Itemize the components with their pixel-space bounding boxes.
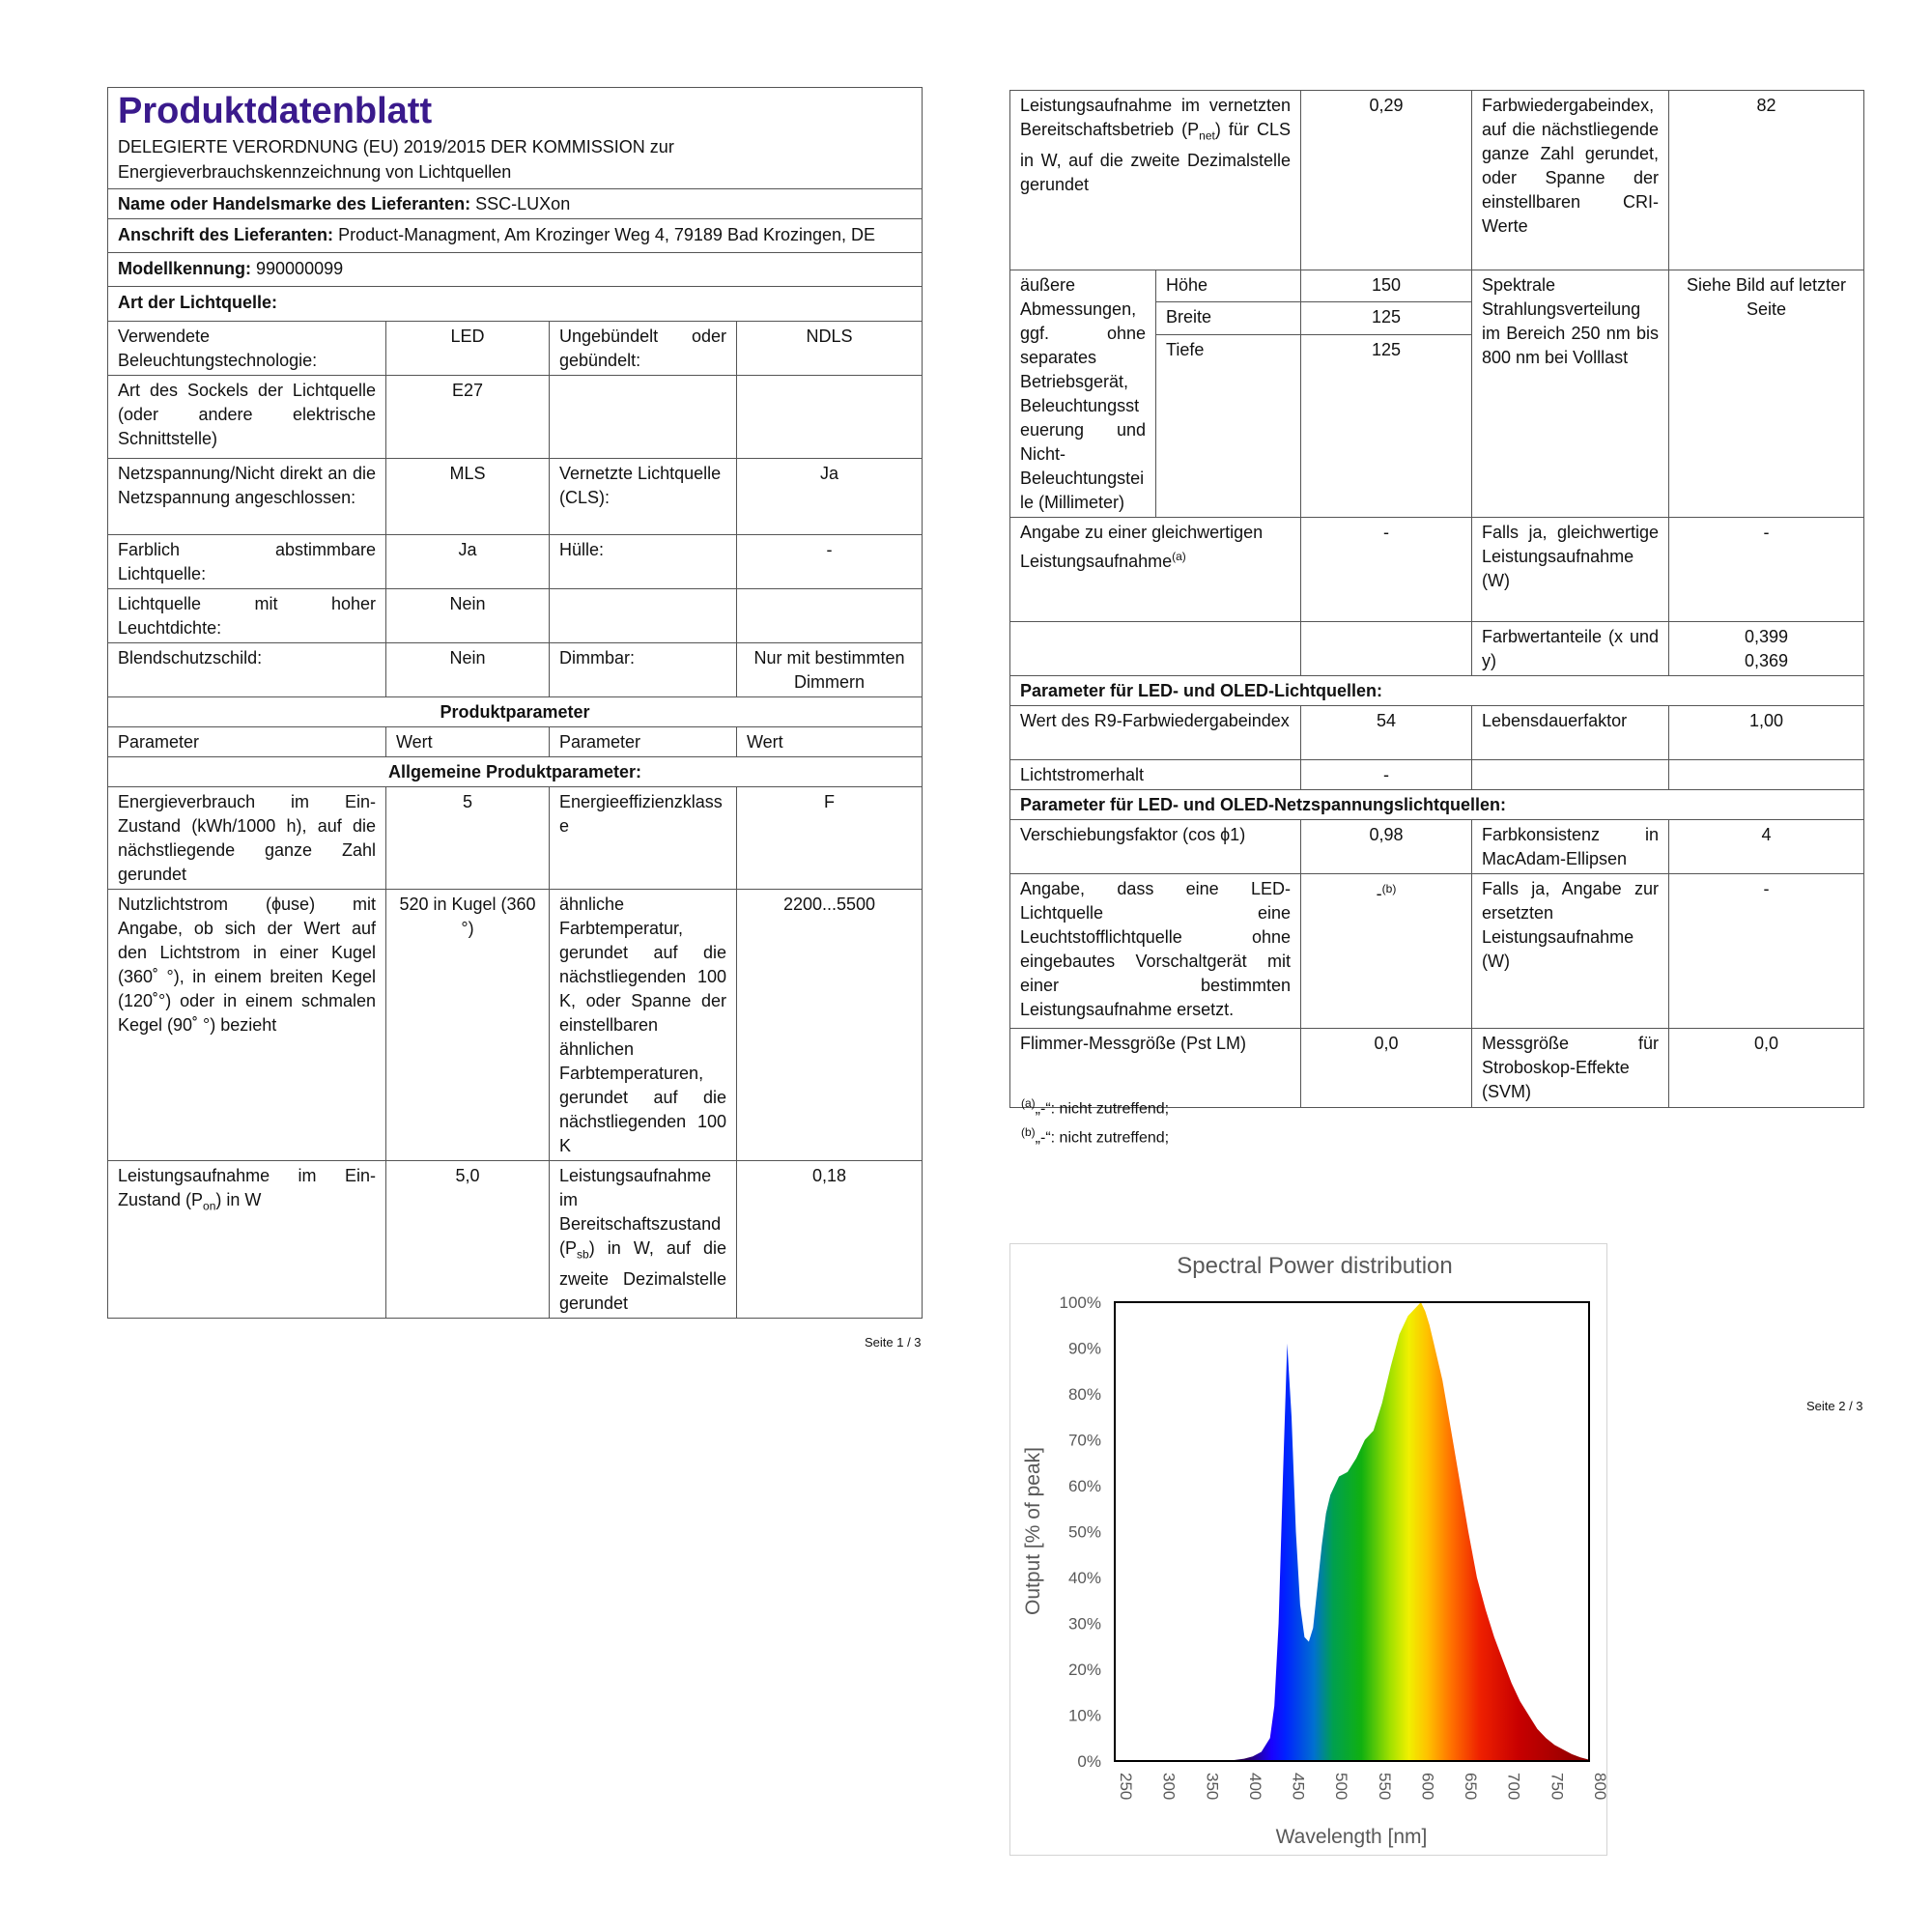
row6-value2: Nur mit bestimmten Dimmern xyxy=(737,643,923,697)
supplier-label: Name oder Handelsmarke des Lieferanten: xyxy=(118,194,471,213)
height-label: Höhe xyxy=(1156,270,1301,302)
row5-value1: Nein xyxy=(386,589,550,643)
address-row xyxy=(108,219,923,253)
datasheet-page-2 xyxy=(1009,90,1863,1108)
spectral-distribution-label: Spektrale Strahlungsverteilung im Bereich 250 nm bis 800 nm bei Volllast xyxy=(1472,270,1669,518)
mains-led-params-heading: Parameter für LED- und OLED-Netzspannungslichtquellen: xyxy=(1010,790,1864,820)
spectral-power-chart xyxy=(1009,1243,1607,1856)
row1-value1: LED xyxy=(386,322,550,376)
datasheet-page-1 xyxy=(107,87,922,1319)
displacement-factor-label: Verschiebungsfaktor (cos ϕ1) xyxy=(1010,820,1301,874)
luminous-flux-value: 520 in Kugel (360 °) xyxy=(386,890,550,1161)
color-temperature-label: ähnliche Farbtemperatur, gerundet auf die nächstliegenden 100 K, oder Spanne der einstellbaren ähnlichen Farbtemperaturen, gerundet auf die nächstliegenden 100 K xyxy=(550,890,737,1161)
row6-value1: Nein xyxy=(386,643,550,697)
y-tick-label: 10% xyxy=(1067,1706,1101,1725)
row1-param2: Ungebündelt oder gebündelt: xyxy=(550,322,737,376)
row3-value1: MLS xyxy=(386,459,550,535)
x-tick-label: 800 xyxy=(1591,1773,1609,1801)
regulation-text: DELEGIERTE VERORDNUNG (EU) 2019/2015 DER KOMMISSION zur Energieverbrauchskennzeichnung von Lichtquellen xyxy=(118,137,674,182)
row1-value2: NDLS xyxy=(737,322,923,376)
y-tick-label: 60% xyxy=(1067,1477,1101,1495)
general-params-heading: Allgemeine Produktparameter: xyxy=(108,757,923,787)
chromaticity-label: Farbwertanteile (x und y) xyxy=(1472,622,1669,676)
y-tick-label: 100% xyxy=(1059,1293,1101,1312)
x-axis-label: Wavelength [nm] xyxy=(1275,1826,1428,1848)
y-tick-label: 90% xyxy=(1067,1339,1101,1358)
row6-param2: Dimmbar: xyxy=(550,643,737,697)
replaced-power-value: - xyxy=(1669,874,1864,1029)
equivalent-power-watt-value: - xyxy=(1669,518,1864,622)
equivalent-power-value: - xyxy=(1301,518,1472,622)
datasheet-table-page-1 xyxy=(107,87,923,1319)
depth-label: Tiefe xyxy=(1156,334,1301,517)
x-tick-label: 250 xyxy=(1117,1773,1135,1801)
address-value: Product-Managment, Am Krozinger Weg 4, 79189 Bad Krozingen, DE xyxy=(338,225,876,244)
x-axis-ticks xyxy=(1117,1773,1609,1800)
power-on-value: 5,0 xyxy=(386,1161,550,1319)
x-tick-label: 450 xyxy=(1289,1773,1308,1801)
replaced-power-label: Falls ja, Angabe zur ersetzten Leistungsaufnahme (W) xyxy=(1472,874,1669,1029)
y-tick-label: 30% xyxy=(1067,1614,1101,1634)
product-params-heading: Produktparameter xyxy=(108,697,923,727)
col-header-value-1: Wert xyxy=(386,727,550,757)
y-tick-label: 70% xyxy=(1067,1431,1101,1450)
row4-param1: Farblich abstimmbare Lichtquelle: xyxy=(108,535,386,589)
col-header-param-1: Parameter xyxy=(108,727,386,757)
color-consistency-value: 4 xyxy=(1669,820,1864,874)
chromaticity-y: 0,369 xyxy=(1744,651,1789,670)
energy-class-label: Energieeffizienzklasse xyxy=(550,787,737,890)
spectrum-area xyxy=(1115,1302,1589,1761)
row5-value2 xyxy=(737,589,923,643)
page-number-2: Seite 2 / 3 xyxy=(1806,1399,1863,1413)
x-tick-label: 300 xyxy=(1159,1773,1179,1801)
row3-value2: Ja xyxy=(737,459,923,535)
networked-standby-label: Leistungsaufnahme im vernetzten Bereitschaftsbetrieb $(P_{net})$ für CLS in W, auf die zweite Dezimalstelle gerundet xyxy=(1010,91,1301,270)
spectral-distribution-value: Siehe Bild auf letzter Seite xyxy=(1669,270,1864,518)
address-label: Anschrift des Lieferanten: xyxy=(118,225,334,244)
color-consistency-label: Farbkonsistenz in MacAdam-Ellipsen xyxy=(1472,820,1669,874)
standby-power-value: 0,18 xyxy=(737,1161,923,1319)
row5-param1: Lichtquelle mit hoher Leuchtdichte: xyxy=(108,589,386,643)
y-axis-label: Output [% of peak] xyxy=(1022,1447,1044,1615)
cri-value: 82 xyxy=(1669,91,1864,270)
x-tick-label: 400 xyxy=(1245,1773,1264,1801)
width-label: Breite xyxy=(1156,302,1301,334)
empty-cell xyxy=(1301,622,1472,676)
led-params-heading: Parameter für LED- und OLED-Lichtquellen: xyxy=(1010,676,1864,706)
row6-param1: Blendschutzschild: xyxy=(108,643,386,697)
row2-value2 xyxy=(737,376,923,459)
width-value: 125 xyxy=(1301,302,1472,334)
spectral-power-chart-svg xyxy=(1010,1244,1609,1855)
footnote-b: $^{(b)}$„-“: nicht zutreffend; xyxy=(1021,1125,1170,1147)
x-tick-label: 750 xyxy=(1548,1773,1567,1801)
x-tick-label: 350 xyxy=(1203,1773,1222,1801)
luminous-flux-label: Nutzlichtstrom (ϕuse) mit Angabe, ob sich der Wert auf den Lichtstrom in einer Kugel (360˚ °), in einem breiten Kegel (120˚°) oder in einem schmalen Kegel (90˚ °) bezieht xyxy=(108,890,386,1161)
row5-param2 xyxy=(550,589,737,643)
supplier-value: SSC-LUXon xyxy=(475,194,571,213)
row1-param1: Verwendete Beleuchtungstechnologie: xyxy=(108,322,386,376)
row3-param1: Netzspannung/Nicht direkt an die Netzspannung angeschlossen: xyxy=(108,459,386,535)
footnote-a: $^{(a)}$„-“: nicht zutreffend; xyxy=(1021,1096,1170,1118)
light-source-type-label: Art der Lichtquelle: xyxy=(108,287,923,322)
standby-power-label: Leistungsaufnahme im Bereitschaftszustand $(P_{sb})$ in W, auf die zweite Dezimalstelle gerundet xyxy=(550,1161,737,1319)
r9-value: 54 xyxy=(1301,706,1472,760)
col-header-value-2: Wert xyxy=(737,727,923,757)
row2-value1: E27 xyxy=(386,376,550,459)
equivalent-power-watt-label: Falls ja, gleichwertige Leistungsaufnahme (W) xyxy=(1472,518,1669,622)
row4-value1: Ja xyxy=(386,535,550,589)
dimensions-label: äußere Abmessungen, ggf. ohne separates Betriebsgerät, Beleuchtungssteuerung und Nicht-Beleuchtungsteile (Millimeter) xyxy=(1010,270,1156,518)
height-value: 150 xyxy=(1301,270,1472,302)
equivalent-power-label: Angabe zu einer gleichwertigen Leistungsaufnahme$^{(a)}$ xyxy=(1010,518,1301,622)
lumen-maintenance-value: - xyxy=(1301,760,1472,790)
page-number-1: Seite 1 / 3 xyxy=(865,1335,922,1350)
color-temperature-value: 2200...5500 xyxy=(737,890,923,1161)
y-tick-label: 40% xyxy=(1067,1569,1101,1587)
energy-consumption-value: 5 xyxy=(386,787,550,890)
y-tick-label: 0% xyxy=(1077,1752,1101,1771)
chart-title: Spectral Power distribution xyxy=(1177,1253,1453,1279)
energy-class-value: F xyxy=(737,787,923,890)
stroboscopic-label: Messgröße für Stroboskop-Effekte (SVM) xyxy=(1472,1029,1669,1108)
datasheet-table-page-2 xyxy=(1009,90,1864,1108)
x-tick-label: 550 xyxy=(1375,1773,1394,1801)
flicker-label: Flimmer-Messgröße (Pst LM) xyxy=(1010,1029,1301,1108)
lifetime-factor-value: 1,00 xyxy=(1669,706,1864,760)
model-value: 990000099 xyxy=(256,259,344,278)
power-on-label: Leistungsaufnahme im Ein-Zustand $(P_{on})$ in W xyxy=(108,1161,386,1319)
chromaticity-x: 0,399 xyxy=(1744,627,1789,646)
networked-standby-value: 0,29 xyxy=(1301,91,1472,270)
stroboscopic-value: 0,0 xyxy=(1669,1029,1864,1108)
x-tick-label: 650 xyxy=(1462,1773,1481,1801)
supplier-row xyxy=(108,189,923,219)
y-tick-label: 20% xyxy=(1067,1661,1101,1679)
fluorescent-replacement-label: Angabe, dass eine LED-Lichtquelle eine Leuchtstofflichtquelle ohne eingebautes Vorschaltgerät mit einer bestimmten Leistungsaufnahme ersetzt. xyxy=(1010,874,1301,1029)
row4-value2: - xyxy=(737,535,923,589)
empty-cell xyxy=(1472,760,1669,790)
y-tick-label: 50% xyxy=(1067,1522,1101,1542)
y-axis-ticks xyxy=(1060,1293,1101,1771)
col-header-param-2: Parameter xyxy=(550,727,737,757)
row2-param1: Art des Sockels der Lichtquelle (oder andere elektrische Schnittstelle) xyxy=(108,376,386,459)
r9-label: Wert des R9-Farbwiedergabeindex xyxy=(1010,706,1301,760)
chromaticity-value xyxy=(1669,622,1864,676)
fluorescent-replacement-value: -$^{(b)}$ xyxy=(1301,874,1472,1029)
y-tick-label: 80% xyxy=(1067,1385,1101,1404)
empty-cell xyxy=(1010,622,1301,676)
model-row xyxy=(108,253,923,287)
cri-label: Farbwiedergabeindex, auf die nächstliegende ganze Zahl gerundet, oder Spanne der einstellbaren CRI-Werte xyxy=(1472,91,1669,270)
lifetime-factor-label: Lebensdauerfaktor xyxy=(1472,706,1669,760)
x-tick-label: 500 xyxy=(1332,1773,1351,1801)
row4-param2: Hülle: xyxy=(550,535,737,589)
x-tick-label: 700 xyxy=(1504,1773,1523,1801)
lumen-maintenance-label: Lichtstromerhalt xyxy=(1010,760,1301,790)
row2-param2 xyxy=(550,376,737,459)
x-tick-label: 600 xyxy=(1418,1773,1437,1801)
model-label: Modellkennung: xyxy=(118,259,251,278)
empty-cell xyxy=(1669,760,1864,790)
flicker-value: 0,0 xyxy=(1301,1029,1472,1108)
depth-value: 125 xyxy=(1301,334,1472,517)
displacement-factor-value: 0,98 xyxy=(1301,820,1472,874)
energy-consumption-label: Energieverbrauch im Ein-Zustand (kWh/1000 h), auf die nächstliegende ganze Zahl gerundet xyxy=(108,787,386,890)
row3-param2: Vernetzte Lichtquelle (CLS): xyxy=(550,459,737,535)
page-title: Produktdatenblatt xyxy=(118,91,433,131)
